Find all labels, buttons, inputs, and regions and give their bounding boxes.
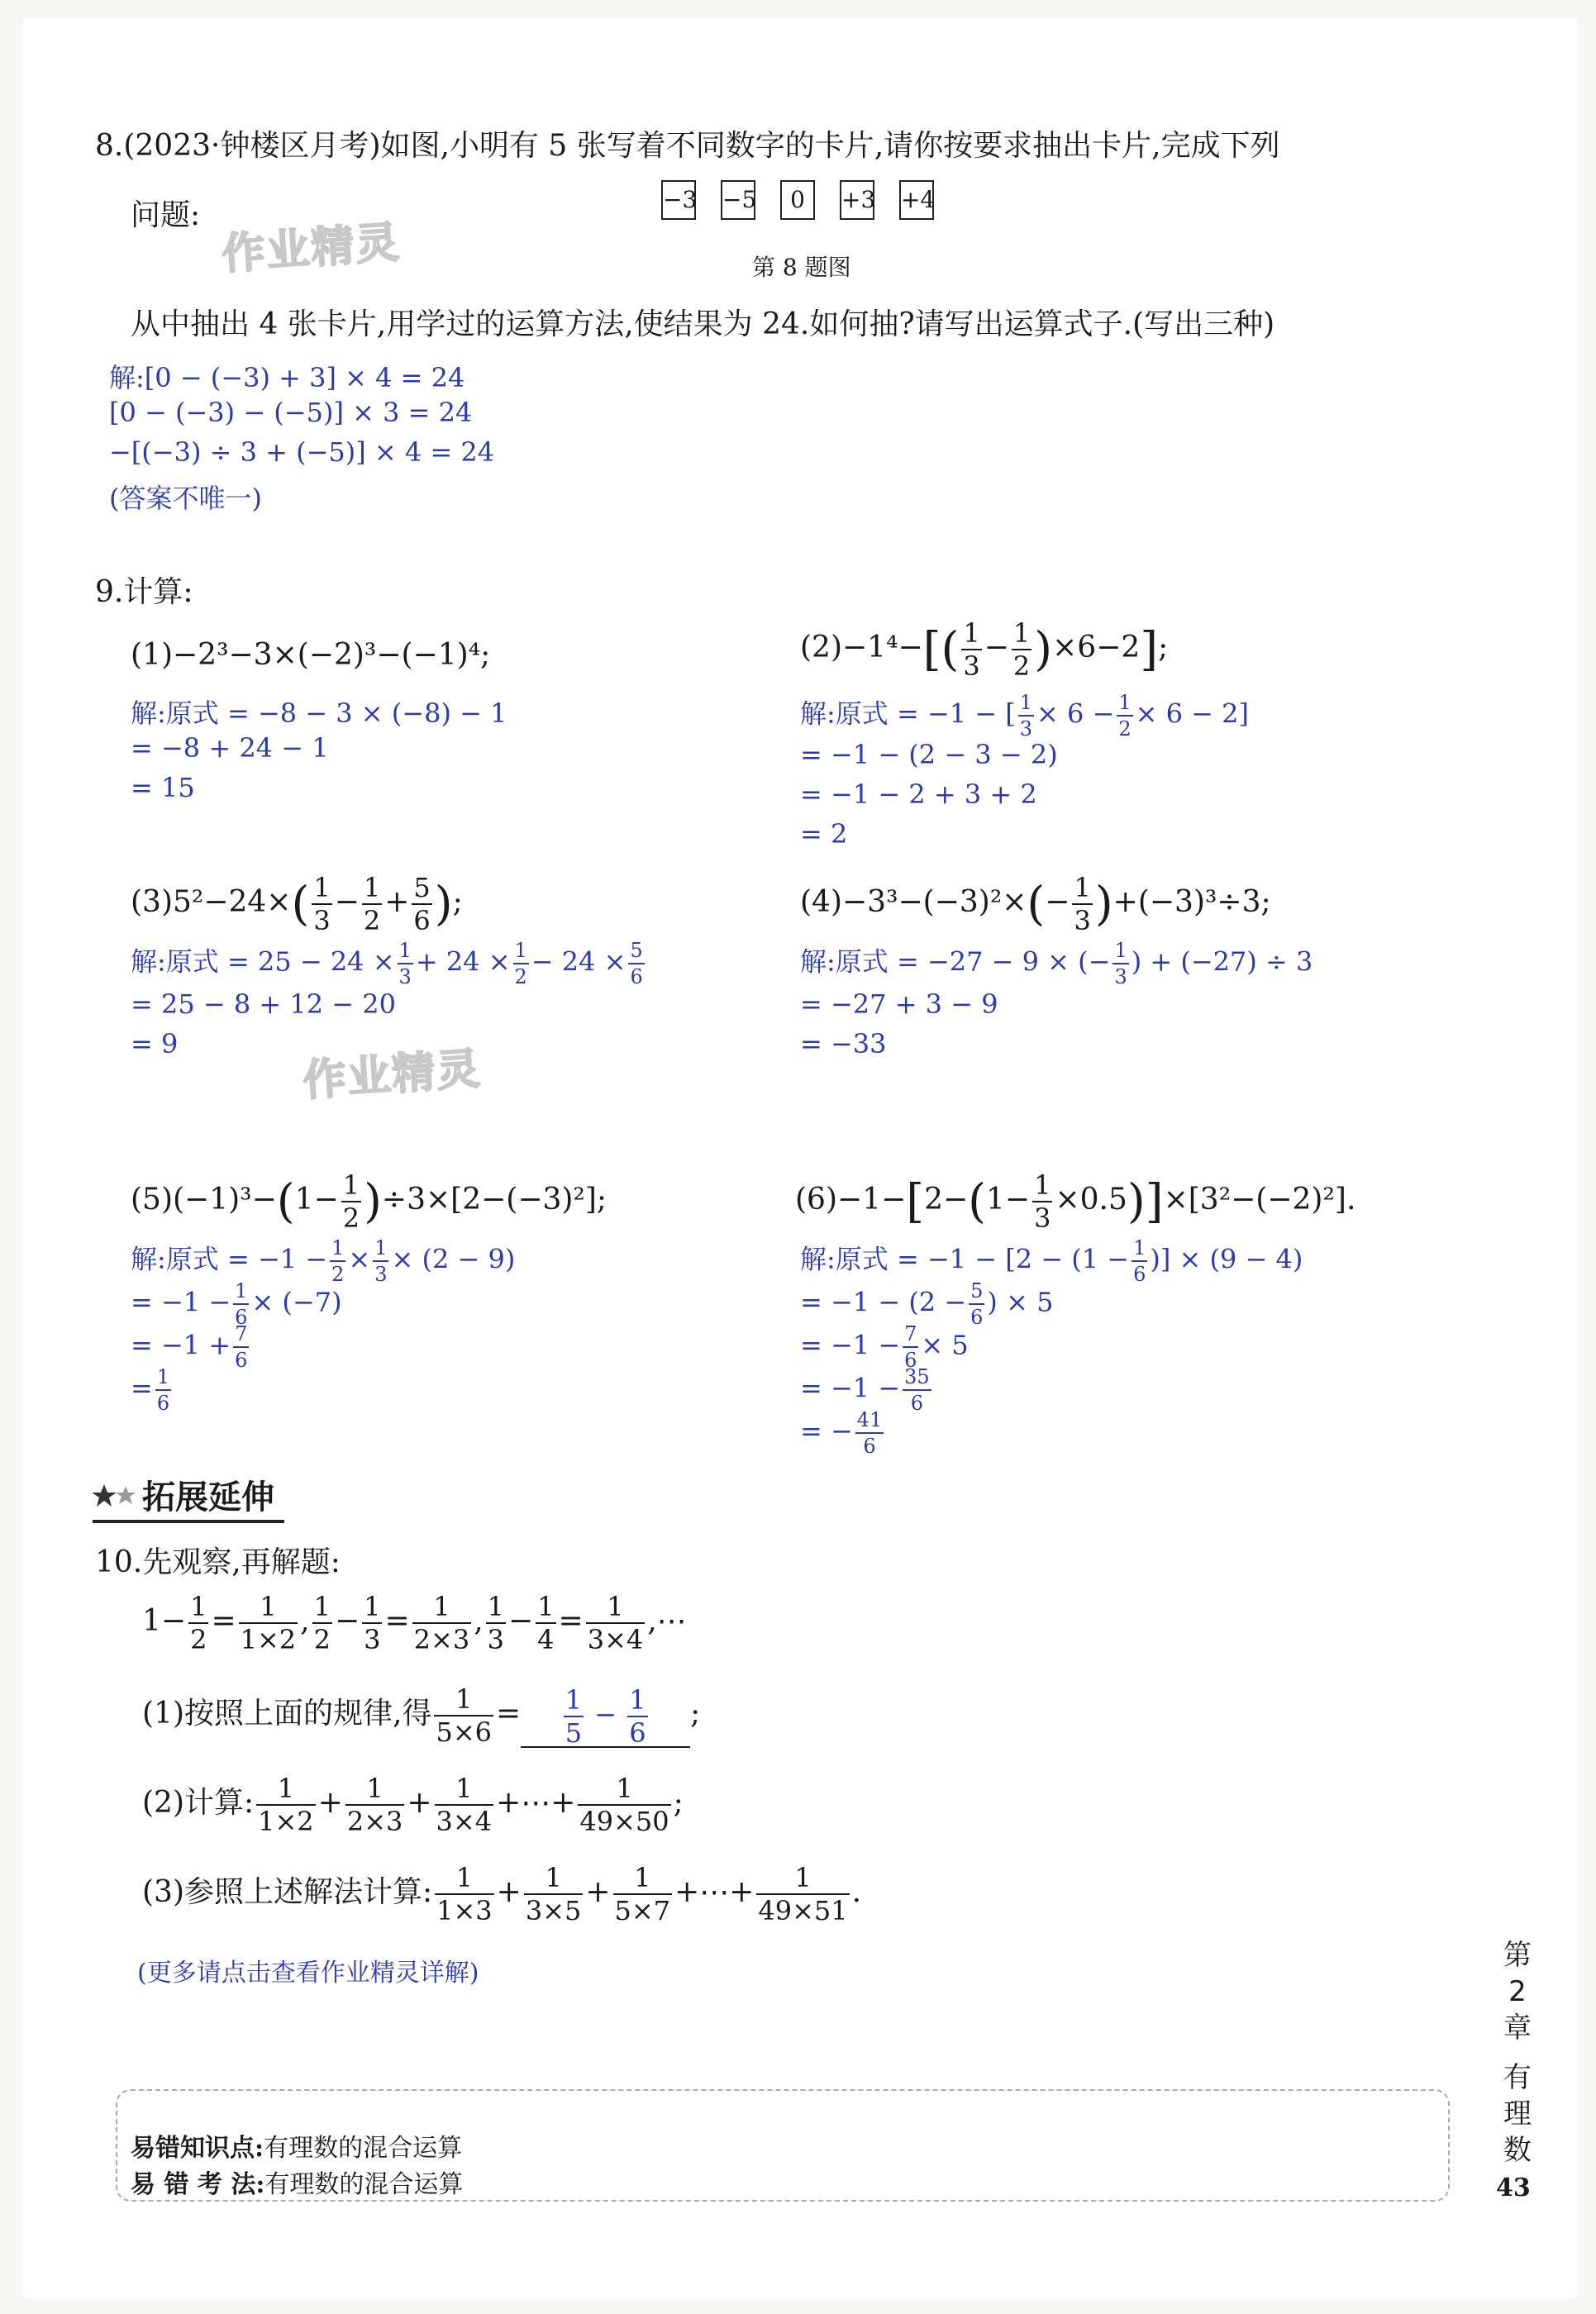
step-text: 解:原式 = −1 −: [131, 1243, 328, 1275]
expr-part: ×0.5: [1055, 1183, 1127, 1217]
fraction: $\frac{1}{3}$: [1114, 939, 1127, 988]
q9-2-expression: (2)−1⁴−[( $\frac{1}{3}$ − $\frac{1}{2}$ )×6−2];: [800, 617, 1169, 682]
more-details-link[interactable]: (更多请点击查看作业精灵详解): [137, 1959, 479, 1988]
expr-part: ;: [452, 885, 463, 919]
expr-part: −1−: [837, 1183, 907, 1217]
fraction: $\frac{1}{3}$: [1034, 1169, 1051, 1234]
fraction: $\frac{1}{2}$: [514, 939, 527, 988]
note-text: 有理数的混合运算: [264, 2134, 463, 2163]
fraction: $\frac{1}{3}$: [398, 939, 412, 988]
q8-question: 从中抽出 4 张卡片,用学过的运算方法,使结果为 24.如何抽?请写出运算式子.(写出三种): [131, 307, 1275, 341]
q9-4-expression: (4)−3³−(−3)²×(− $\frac{1}{3}$ )+(−3)³÷3;: [800, 872, 1271, 936]
q8-line1: 8.(2023·钟楼区月考)如图,小明有 5 张写着不同数字的卡片,请你按要求抽出卡片,完成下列: [95, 129, 1280, 163]
q10-pattern: 1− $\frac{1}{2}$ = $\frac{1}{1\times 2}$ , $\frac{1}{2}$ − $\frac{1}{3}$ = $\frac{1}{2\times 3}$ , $\frac{1}{3}$ − $\frac{1}{4}$ = $\frac{1}{3\times 4}$ ,⋯: [142, 1591, 687, 1655]
section-title: 拓展延伸: [93, 1478, 284, 1523]
q9-2-step: = 2: [800, 818, 848, 850]
q8-cards: [661, 180, 959, 220]
fraction: $\frac{1}{3}$: [1019, 691, 1033, 740]
q8-answer-2: [0 − (−3) − (−5)] × 3 = 24: [109, 397, 473, 428]
bracket: [: [906, 1174, 925, 1229]
q9-5-step1: [131, 1238, 515, 1284]
expr-part: ;: [1158, 631, 1169, 664]
card: −3: [661, 180, 696, 220]
fraction: $\frac{1}{2}$: [1012, 617, 1031, 682]
chapter-name: 有理数: [1503, 2061, 1532, 2167]
step-text: ) × 5: [987, 1286, 1054, 1318]
q10-sub1: (1)按照上面的规律,得 $\frac{1}{5\times 6}$ = $\frac{1}{5}$ − $\frac{1}{6}$ ;: [142, 1683, 701, 1749]
q9-2-step: = −1 − 2 + 3 + 2: [800, 778, 1037, 810]
bracket: [(: [922, 622, 960, 677]
step-text: 解:原式 = −27 − 9 × (−: [800, 945, 1111, 978]
expr-part: ÷3×[2−(−3)²];: [381, 1183, 607, 1217]
step-text: = −1 −: [800, 1329, 901, 1361]
fraction: $\frac{1}{6}$: [1133, 1236, 1146, 1286]
q8-answer-1: 解:[0 − (−3) + 3] × 4 = 24: [109, 362, 465, 393]
fraction: $\frac{1}{3}$: [963, 617, 980, 682]
fraction: $\frac{1}{49\times 51}$: [758, 1862, 848, 1926]
q10-sub3: (3)参照上述解法计算: $\frac{1}{1\times 3}$ + $\frac{1}{3\times 5}$ + $\frac{1}{5\times 7}$ +⋯+ $\frac{1}{49\times 51}$ .: [142, 1862, 862, 1926]
q9-6-step2: [800, 1281, 1053, 1327]
card: +3: [840, 180, 874, 220]
ellipsis: +⋯+: [674, 1875, 755, 1909]
q8-answer-note: (答案不唯一): [109, 483, 262, 514]
bracket: ): [1034, 622, 1053, 677]
fraction: $\frac{1}{3}$: [487, 1591, 504, 1655]
step-text: 解:原式 = −1 − [2 − (1 −: [800, 1243, 1130, 1275]
bracket: (: [291, 877, 310, 931]
q9-4-step1: [800, 940, 1313, 987]
step-text: = −1 −: [131, 1286, 231, 1318]
sub-text: (1)按照上面的规律,得: [142, 1697, 432, 1731]
fraction: $\frac{1}{3}$: [364, 1591, 381, 1655]
fraction: $\frac{41}{6}$: [856, 1408, 883, 1458]
part-label: (3): [131, 885, 173, 919]
section-heading: [93, 1471, 284, 1518]
bracket: ]: [1140, 622, 1159, 677]
note-line-2: [131, 2164, 463, 2200]
q10-title: 10.先观察,再解题:: [95, 1545, 341, 1579]
stars-icon: [93, 1479, 150, 1512]
q9-4-step: = −33: [800, 1028, 887, 1059]
answer-blank: $\frac{1}{5}$ − $\frac{1}{6}$: [521, 1687, 690, 1748]
note-label: 易错知识点:: [131, 2134, 264, 2163]
fraction: $\frac{5}{6}$: [970, 1279, 984, 1329]
fraction: $\frac{1}{2}$: [331, 1236, 345, 1286]
fraction: $\frac{5}{6}$: [413, 872, 431, 936]
fraction: $\frac{1}{5\times 7}$: [614, 1862, 671, 1926]
q9-6-expression: (6)−1−[2−(1− $\frac{1}{3}$ ×0.5)]×[3²−(−2)²].: [795, 1169, 1356, 1234]
part-label: (6): [795, 1183, 837, 1217]
expression: −2³−3×(−2)³−(−1)⁴;: [173, 638, 491, 672]
q9-3-step: = 9: [131, 1028, 179, 1059]
q8-line2: 问题:: [131, 198, 201, 232]
step-text: = −1 −: [800, 1372, 901, 1404]
q9-6-step5: [800, 1410, 886, 1456]
step-text: × (−7): [251, 1286, 342, 1318]
expr-part: +(−3)³÷3;: [1112, 885, 1271, 919]
fraction: $\frac{1}{2\times 3}$: [346, 1773, 403, 1837]
fraction: $\frac{5}{6}$: [630, 939, 643, 988]
ellipsis: +⋯+: [496, 1786, 576, 1820]
note-text: 有理数的混合运算: [264, 2170, 464, 2199]
expr-part: −3³−(−3)²×: [842, 885, 1027, 919]
note-label: 易 错 考 法:: [131, 2170, 265, 2199]
q9-6-step4: [800, 1367, 934, 1413]
q9-6-step3: [800, 1324, 969, 1370]
step-text: − 24 ×: [531, 945, 626, 978]
q9-1-step: = 15: [131, 772, 195, 803]
q8-figure-caption: 第 8 题图: [752, 254, 851, 281]
q9-5-expression: (5)(−1)³−(1− $\frac{1}{2}$ )÷3×[2−(−3)²];: [131, 1169, 607, 1234]
fraction: $\frac{1}{49\times 50}$: [579, 1773, 669, 1837]
fraction: $\frac{1}{1\times 3}$: [436, 1862, 493, 1926]
fraction: $\frac{7}{6}$: [235, 1322, 248, 1372]
q9-4-step: = −27 + 3 − 9: [800, 988, 998, 1020]
bracket: ): [364, 1174, 382, 1229]
q9-3-step: = 25 − 8 + 12 − 20: [131, 988, 396, 1020]
note-line-1: [131, 2127, 462, 2164]
expr-part: ×6−2: [1052, 631, 1141, 664]
q9-3-expression: (3)5²−24×( $\frac{1}{3}$ − $\frac{1}{2}$ + $\frac{5}{6}$ );: [131, 872, 463, 936]
fraction: $\frac{1}{2}$: [1118, 691, 1131, 740]
bracket: )]: [1127, 1174, 1164, 1229]
sub-text: (2)计算:: [142, 1786, 255, 1820]
q9-1-step: 解:原式 = −8 − 3 × (−8) − 1: [131, 698, 507, 729]
q9-5-step2: [131, 1281, 342, 1327]
q8-answer-3: −[(−3) ÷ 3 + (−5)] × 4 = 24: [109, 436, 495, 468]
fraction: $\frac{1}{6}$: [156, 1365, 170, 1415]
fraction: $\frac{1}{1\times 2}$: [258, 1773, 314, 1837]
page-number: 43: [1496, 2174, 1531, 2202]
watermark: 作业精灵: [301, 1044, 484, 1107]
q9-2-step1: [800, 693, 1249, 739]
fraction: $\frac{1}{4}$: [537, 1591, 555, 1655]
fraction: $\frac{1}{1\times 2}$: [240, 1591, 297, 1655]
watermark: 作业精灵: [220, 217, 403, 280]
fraction: $\frac{1}{3\times 4}$: [587, 1591, 644, 1655]
fraction: $\frac{1}{3}$: [1074, 872, 1091, 936]
fraction: $\frac{1}{2\times 3}$: [413, 1591, 470, 1655]
step-text: × 5: [921, 1329, 969, 1361]
bracket: ): [434, 877, 453, 931]
step-text: )] × (9 − 4): [1150, 1243, 1303, 1275]
fraction: $\frac{1}{2}$: [342, 1169, 360, 1234]
fraction: $\frac{1}{3}$: [374, 1236, 388, 1286]
q9-5-step3: [131, 1324, 251, 1370]
q9-6-step1: [800, 1238, 1303, 1284]
q9-title: 9.计算:: [95, 575, 193, 609]
bracket: (: [968, 1174, 987, 1229]
step-text: 解:原式 = 25 − 24 ×: [131, 945, 395, 978]
fraction: $\frac{1}{2}$: [313, 1591, 331, 1655]
step-text: =: [131, 1372, 153, 1404]
expr-part: (−1)³−: [173, 1183, 277, 1217]
fraction: $\frac{1}{5\times 6}$: [436, 1683, 492, 1748]
card: 0: [780, 180, 815, 220]
ellipsis: ,⋯: [647, 1604, 687, 1638]
bracket: (: [276, 1174, 295, 1229]
fraction: $\frac{1}{3\times 4}$: [436, 1773, 493, 1837]
expr-part: 5²−24×: [173, 885, 292, 919]
fraction: $\frac{1}{2}$: [363, 872, 381, 936]
part-label: (1): [131, 638, 173, 672]
step-text: × 6 − 2]: [1135, 698, 1249, 730]
card: +4: [899, 180, 934, 220]
q9-1-step: = −8 + 24 − 1: [131, 732, 329, 764]
fraction: $\frac{35}{6}$: [904, 1365, 930, 1415]
step-text: ) + (−27) ÷ 3: [1131, 945, 1313, 978]
q10-sub2: (2)计算: $\frac{1}{1\times 2}$ + $\frac{1}{2\times 3}$ + $\frac{1}{3\times 4}$ +⋯+ $\frac{1}{49\times 50}$ ;: [142, 1773, 684, 1837]
q9-2-step: = −1 − (2 − 3 − 2): [800, 739, 1058, 770]
step-text: 解:原式 = −1 − [: [800, 698, 1016, 730]
sub-text: ;: [690, 1697, 701, 1731]
part-label: (4): [800, 885, 842, 919]
fraction: $\frac{1}{3\times 5}$: [525, 1862, 582, 1926]
q9-3-step1: [131, 940, 647, 987]
bracket: (: [1027, 877, 1046, 931]
part-label: (2): [800, 631, 842, 664]
step-text: = −1 − (2 −: [800, 1286, 967, 1318]
step-text: × (2 − 9): [391, 1243, 516, 1275]
chapter-label: 第2章: [1503, 1939, 1532, 2045]
fraction: $\frac{7}{6}$: [904, 1322, 917, 1372]
q9-1-expression: [131, 638, 490, 672]
bracket: ): [1094, 877, 1113, 931]
expr-part: −1⁴−: [842, 631, 923, 664]
step-text: ×: [348, 1243, 371, 1275]
step-text: = −: [800, 1415, 853, 1447]
expr-part: ×[3²−(−2)²].: [1163, 1183, 1356, 1217]
q9-5-step4: [131, 1367, 174, 1413]
fraction: $\frac{1}{6}$: [235, 1279, 248, 1329]
fraction: $\frac{1}{3}$: [313, 872, 331, 936]
step-text: = −1 +: [131, 1329, 231, 1361]
fraction: $\frac{1}{2}$: [190, 1591, 207, 1655]
step-text: × 6 −: [1036, 698, 1115, 730]
card: −5: [721, 180, 755, 220]
part-label: (5): [131, 1183, 173, 1217]
step-text: + 24 ×: [415, 945, 511, 978]
sub-text: (3)参照上述解法计算:: [142, 1875, 433, 1909]
